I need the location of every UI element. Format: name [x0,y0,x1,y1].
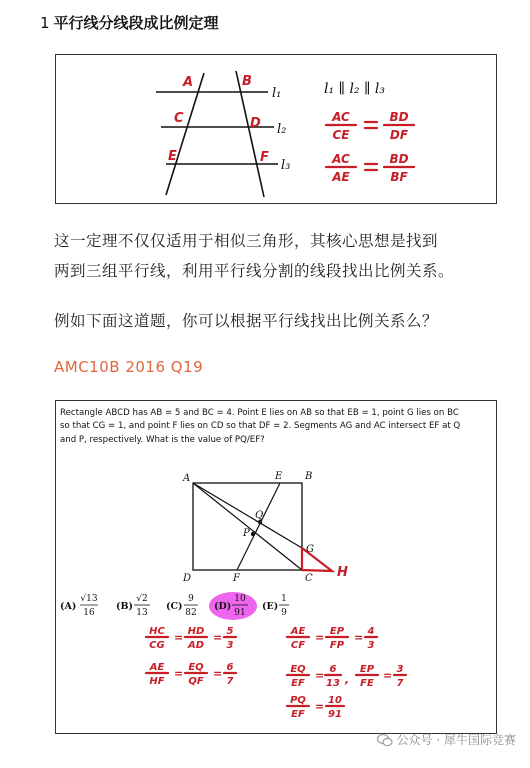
eq4-a-val-num: 6 [329,664,337,675]
eq3-equals-1: = [315,631,325,644]
choice-d-den: 91 [234,608,246,618]
eq3-b-num: EP [329,626,345,637]
point-f-label: F [260,150,269,165]
point-b-label: B [305,471,313,482]
eq4-b-den: FE [360,678,374,689]
work-equation-4 [287,664,406,689]
choice-b-label: (B) [116,601,134,612]
point-h-label: H [337,565,348,580]
segment-ac [193,483,302,570]
eq1-b-den: AD [187,640,205,651]
choice-e-label: (E) [262,601,279,612]
point-p-label: P [243,528,250,539]
eq4-comma: , [345,673,350,686]
eq1-b-num: HD [187,626,205,637]
point-d-label: D [183,573,192,584]
paragraph-2: 例如下面这道题，你可以根据平行线找出比例关系么？ [54,312,439,330]
point-b-label: B [242,74,252,89]
eq4-b-num: EP [359,664,375,675]
ratio2-left-den: AE [332,170,350,184]
parallel-relation: l₁ ∥ l₂ ∥ l₃ [324,81,386,97]
point-q-label: Q [255,510,264,521]
segment-ef [237,483,280,570]
eq3-a-num: AE [290,626,306,637]
transversal-right [236,71,264,197]
eq4-b-val-den: 7 [396,678,404,689]
eq3-c-num: 4 [367,626,375,637]
work-equation-2 [146,662,236,687]
eq2-b-num: EQ [188,662,204,673]
eq5-equals: = [315,700,325,713]
eq2-equals-2: = [213,667,223,680]
eq5-a-num: PQ [290,695,306,706]
eq4-a-val-den: 13 [326,678,340,689]
point-f-label: F [233,573,240,584]
eq4-equals-1: = [315,669,325,682]
problem-source-label: AMC10B 2016 Q19 [54,358,204,376]
ratio2-right-num: BD [389,152,409,166]
choice-b-num: √2 [136,594,148,604]
watermark-text: 公众号 · 犀牛国际竞赛 [396,733,516,747]
choice-c-label: (C) [166,601,183,612]
choice-e-den: 9 [281,608,287,618]
eq5-val-num: 10 [328,695,342,706]
answer-choice-a[interactable] [60,593,98,618]
eq2-c-num: 6 [226,662,234,673]
watermark [377,731,516,748]
answer-choice-b[interactable] [116,593,150,618]
ratio1-left-num: AC [332,110,350,124]
ratio2-right-den: BF [390,170,408,184]
point-e-label: E [275,471,283,482]
point-d-label: D [250,116,261,131]
section-number: 1 [40,14,50,32]
section-title: 平行线分线段成比例定理 [53,14,219,32]
work-equation-3 [287,626,377,651]
ratio1-right-num: BD [389,110,409,124]
line-l2-label: l₂ [277,122,287,137]
paragraph-1-line-2: 两到三组平行线，利用平行线分割的线段找出比例关系。 [54,262,455,280]
eq3-b-den: FP [329,640,345,651]
eq1-equals-2: = [213,631,223,644]
answer-choice-c[interactable] [166,594,198,618]
ratio1-right-den: DF [389,128,409,142]
line-l3-label: l₃ [281,158,291,173]
choice-e-num: 1 [281,594,287,604]
choice-b-den: 13 [136,608,148,618]
problem-text-line-3: and P, respectively. What is the value of PQ/EF? [60,435,265,445]
eq1-c-den: 3 [226,640,234,651]
problem-figure [55,400,497,734]
eq1-a-num: HC [149,626,165,637]
choice-d-num: 10 [234,594,246,604]
eq3-a-den: CF [290,640,306,651]
section-heading [40,12,219,33]
problem-sketch [56,401,496,733]
choice-d-label: (D) [214,601,232,612]
work-equation-5 [287,695,344,720]
choice-a-label: (A) [60,601,77,612]
eq4-a-num: EQ [290,664,306,675]
point-e-label: E [168,149,177,164]
eq2-a-den: HF [149,676,165,687]
eq4-b-val-num: 3 [396,664,404,675]
eq4-a-den: EF [291,678,305,689]
eq1-c-num: 5 [226,626,234,637]
theorem-figure [55,54,497,204]
eq2-a-num: AE [149,662,165,673]
line-l1-label: l₁ [272,86,282,101]
eq5-val-den: 91 [328,709,342,720]
paragraph-1 [54,226,454,286]
ratio1-left-den: CE [332,128,350,142]
work-equation-1 [146,626,236,651]
choice-a-num: √13 [80,594,98,604]
eq5-a-den: EF [291,709,305,720]
point-p-dot [251,532,255,536]
point-c-label: C [305,573,313,584]
choice-c-num: 9 [188,594,194,604]
theorem-sketch [56,55,496,203]
eq1-a-den: CG [149,640,165,651]
eq3-equals-2: = [354,631,364,644]
choice-c-den: 82 [185,608,197,618]
eq1-equals-1: = [174,631,184,644]
eq2-b-den: QF [188,676,204,687]
problem-text-line-2: so that CG = 1, and point F lies on CD so that DF = 2. Segments AG and AC intersect EF at Q [60,421,461,431]
eq2-c-den: 7 [226,676,234,687]
eq4-equals-2: = [383,669,393,682]
answer-choice-e[interactable] [262,594,289,618]
eq2-equals-1: = [174,667,184,680]
point-a-label: A [183,75,194,90]
choice-a-den: 16 [83,608,95,618]
answer-choice-d[interactable] [209,592,257,620]
point-c-label: C [174,111,184,126]
point-g-label: G [306,544,314,555]
problem-text-line-1: Rectangle ABCD has AB = 5 and BC = 4. Point E lies on AB so that EB = 1, point G lies on BC [60,408,459,418]
paragraph-1-line-1: 这一定理不仅仅适用于相似三角形，其核心思想是找到 [54,232,439,250]
wechat-icon [377,733,393,747]
eq3-c-den: 3 [367,640,375,651]
ratio2-left-num: AC [332,152,350,166]
point-a-label: A [183,473,191,484]
